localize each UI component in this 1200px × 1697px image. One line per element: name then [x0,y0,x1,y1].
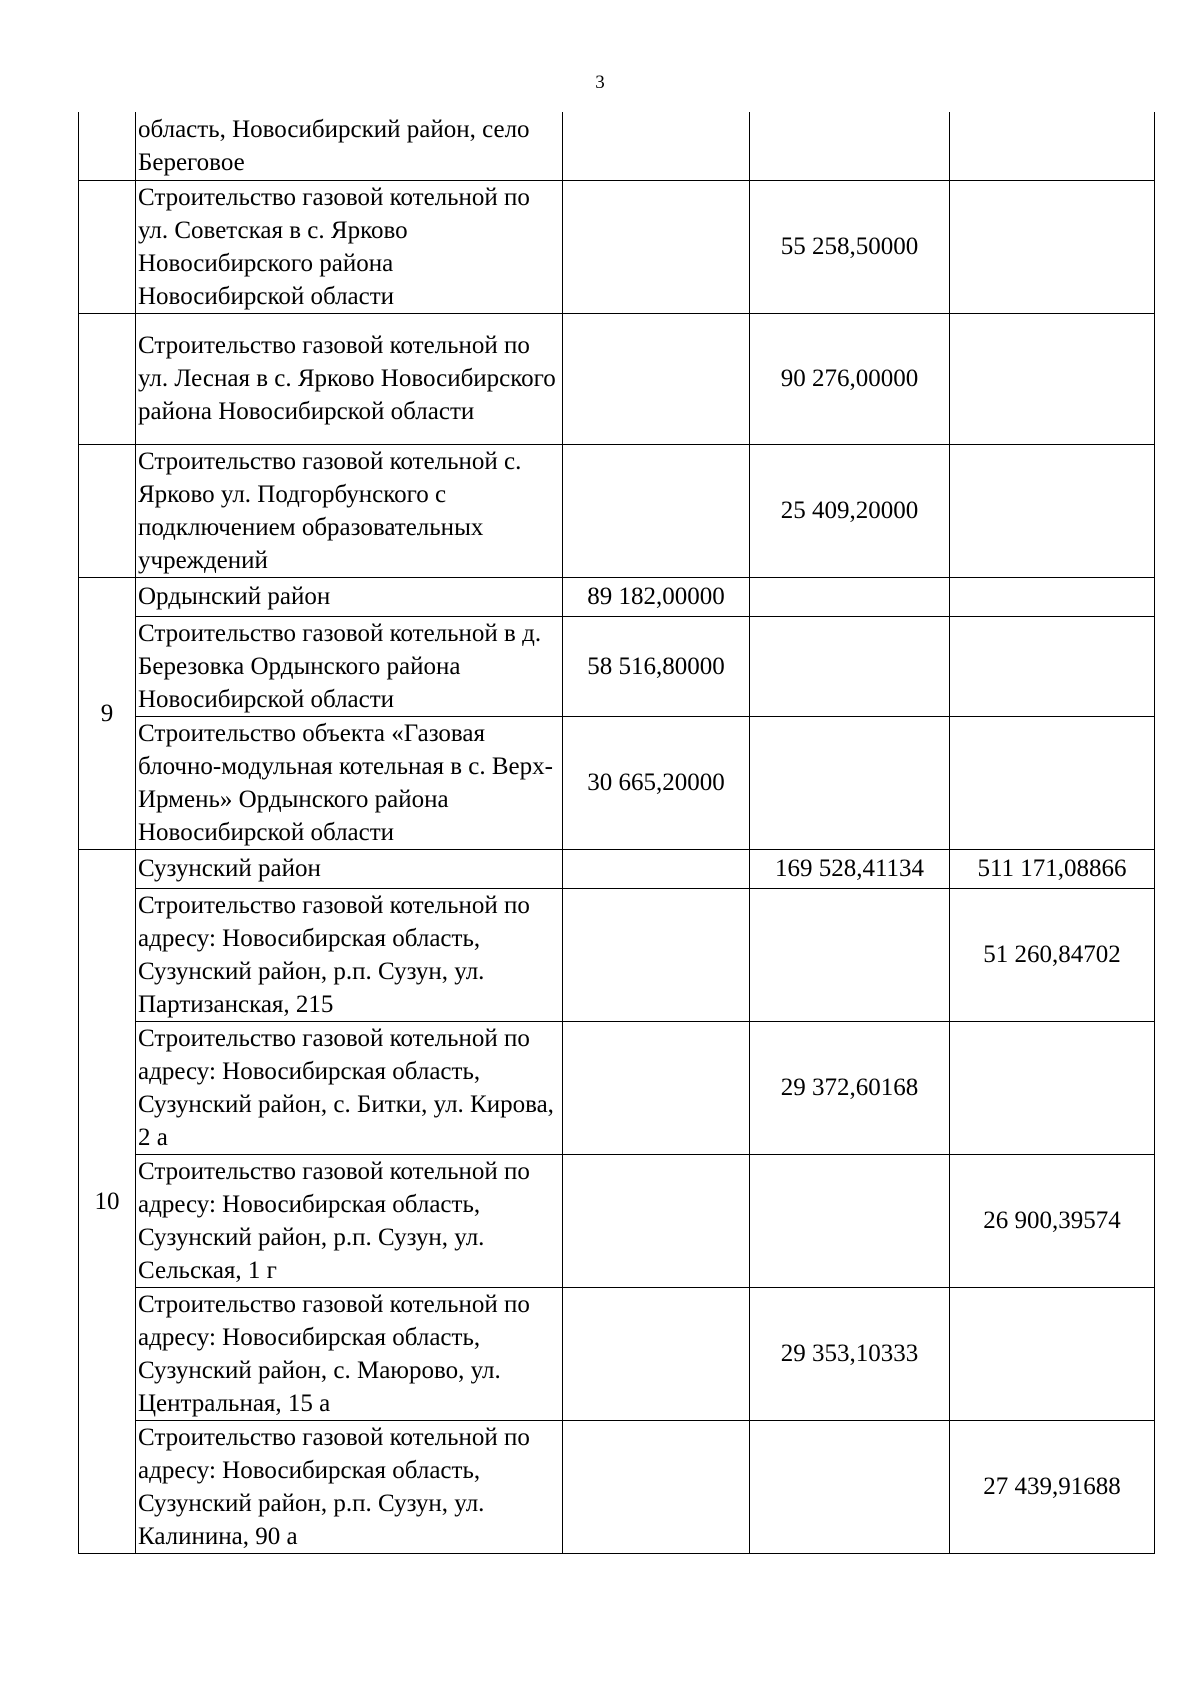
object-name-cell: Сузунский район [136,849,563,888]
table-row [79,180,1155,313]
table-row [79,1420,1155,1553]
object-name-cell: Ордынский район [136,577,563,616]
value-cell-3: 27 439,91688 [950,1420,1155,1553]
table-row [79,444,1155,577]
row-number-cell [79,112,136,180]
table-row [79,1021,1155,1154]
value-cell-1 [563,313,750,444]
financing-table [78,112,1155,1554]
value-cell-1 [563,1154,750,1287]
row-number-cell: 9 [79,577,136,849]
row-number-cell [79,313,136,444]
value-cell-1: 58 516,80000 [563,616,750,716]
table-row [79,849,1155,888]
object-name-cell: Строительство газовой котельной по ул. Лесная в с. Ярково Новосибирского района Новосибирской области [136,313,563,444]
value-cell-3 [950,180,1155,313]
value-cell-3 [950,577,1155,616]
object-name-cell: Строительство газовой котельной с. Ярково ул. Подгорбунского с подключением образовательных учреждений [136,444,563,577]
object-name-cell: Строительство газовой котельной по адресу: Новосибирская область, Сузунский район, с. Маюрово, ул. Центральная, 15 а [136,1287,563,1420]
object-name-cell: область, Новосибирский район, село Береговое [136,112,563,180]
table-row [79,1154,1155,1287]
value-cell-2: 55 258,50000 [750,180,950,313]
value-cell-2: 29 353,10333 [750,1287,950,1420]
table-row [79,888,1155,1021]
value-cell-2 [750,112,950,180]
value-cell-2 [750,577,950,616]
value-cell-3 [950,112,1155,180]
value-cell-1 [563,849,750,888]
table-row [79,616,1155,716]
value-cell-2: 169 528,41134 [750,849,950,888]
value-cell-3 [950,444,1155,577]
value-cell-3: 51 260,84702 [950,888,1155,1021]
object-name-cell: Строительство газовой котельной по адресу: Новосибирская область, Сузунский район, р.п. Сузун, ул. Партизанская, 215 [136,888,563,1021]
object-name-cell: Строительство объекта «Газовая блочно-модульная котельная в с. Верх-Ирмень» Ордынского района Новосибирской области [136,716,563,849]
value-cell-2 [750,1420,950,1553]
object-name-cell: Строительство газовой котельной по ул. Советская в с. Ярково Новосибирского района Новосибирской области [136,180,563,313]
value-cell-1 [563,888,750,1021]
object-name-cell: Строительство газовой котельной по адресу: Новосибирская область, Сузунский район, с. Битки, ул. Кирова, 2 а [136,1021,563,1154]
page-number: 3 [595,72,605,93]
value-cell-1 [563,444,750,577]
value-cell-1 [563,1021,750,1154]
value-cell-1 [563,1287,750,1420]
value-cell-3 [950,1021,1155,1154]
row-number-cell [79,180,136,313]
table-row [79,716,1155,849]
value-cell-1 [563,112,750,180]
value-cell-2 [750,888,950,1021]
value-cell-1: 30 665,20000 [563,716,750,849]
value-cell-2: 25 409,20000 [750,444,950,577]
value-cell-3 [950,716,1155,849]
value-cell-3 [950,616,1155,716]
value-cell-2 [750,616,950,716]
value-cell-3: 26 900,39574 [950,1154,1155,1287]
table-row [79,1287,1155,1420]
object-name-cell: Строительство газовой котельной по адресу: Новосибирская область, Сузунский район, р.п. Сузун, ул. Сельская, 1 г [136,1154,563,1287]
table-row [79,112,1155,180]
value-cell-3 [950,1287,1155,1420]
value-cell-2 [750,716,950,849]
value-cell-1: 89 182,00000 [563,577,750,616]
object-name-cell: Строительство газовой котельной по адресу: Новосибирская область, Сузунский район, р.п. Сузун, ул. Калинина, 90 а [136,1420,563,1553]
table-row [79,577,1155,616]
value-cell-3 [950,313,1155,444]
table-row [79,313,1155,444]
value-cell-2 [750,1154,950,1287]
value-cell-3: 511 171,08866 [950,849,1155,888]
value-cell-1 [563,180,750,313]
object-name-cell: Строительство газовой котельной в д. Березовка Ордынского района Новосибирской области [136,616,563,716]
value-cell-2: 29 372,60168 [750,1021,950,1154]
row-number-cell: 10 [79,849,136,1553]
value-cell-2: 90 276,00000 [750,313,950,444]
row-number-cell [79,444,136,577]
value-cell-1 [563,1420,750,1553]
